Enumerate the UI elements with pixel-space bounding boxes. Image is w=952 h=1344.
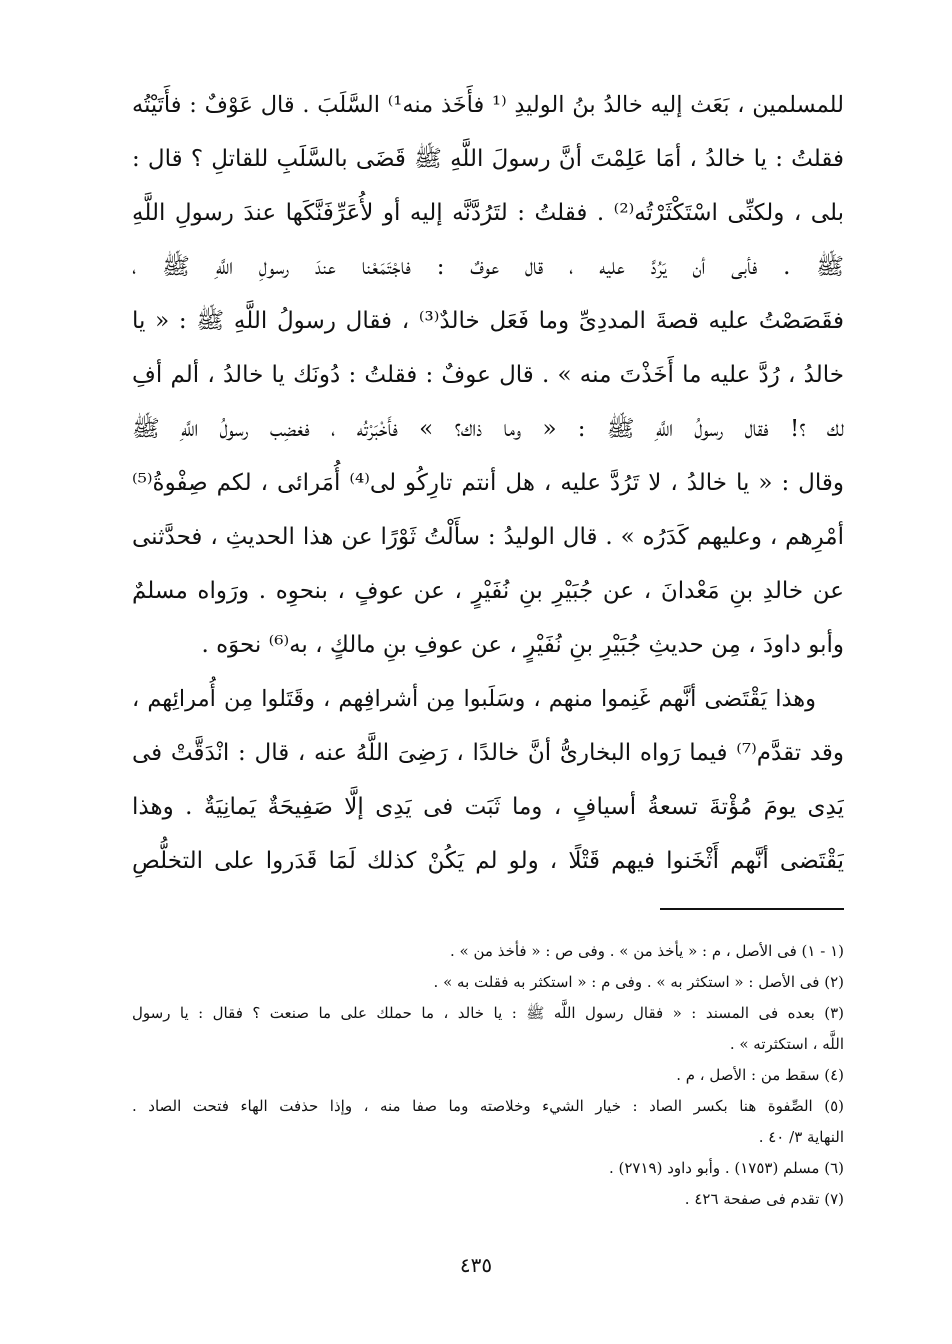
footnote: (٤) سقط من : الأصل ، م . (676, 1066, 844, 1084)
footnote: (١ - ١) فى الأصل ، م : « يأخذ من » . وفى ص : « فأخذ من » . (450, 942, 844, 960)
footnote: اللَّه ، استكثرته » . (729, 1035, 844, 1053)
text-line: فقلتُ : يا خالدُ ، أمَا عَلِمْتَ أنَّ رسولَ اللَّهِ ﷺ قَضَى بالسَّلَبِ للقاتلِ ؟ قال : (132, 146, 844, 172)
text-line: فقَصَصْتُ عليه قصةَ المددِىِّ وما فَعَل خالدٌ⁽³⁾ ، فقال رسولُ اللَّهِ ﷺ : « يا (132, 308, 844, 334)
text-line: وقد تقدَّم⁽⁷⁾ فيما رَواه البخارىُّ أنَّ خالدًا ، رَضِىَ اللَّهُ عنه ، قال : انْدَقَّتْ فى (132, 740, 844, 766)
footnote: (٢) فى الأصل : « استكثر به » . وفى م : « استكثر به فقلت به » . (433, 973, 844, 991)
text-line: خالدُ ، رُدَّ عليه ما أَخَذْتَ منه » . قال عوفٌ : فقلتُ : دُونَك يا خالدُ ، ألم أفِ (132, 362, 844, 388)
text-line: ﷺ . فأبى أن يَرُدَّ عليه ، قال عوفٌ : فاجْتَمَعْنا عندَ رسولِ اللَّهِ ﷺ ، (132, 254, 844, 280)
text-line: وهذا يَقْتَضى أنَّهم غَنِموا منهم ، وسَلَبوا مِن أشرافِهم ، وقَتَلوا مِن أُمرائِهم ، (132, 686, 816, 712)
main-text (132, 78, 844, 888)
text-line: يَدِى يومَ مُؤْتةَ تسعةُ أسيافٍ ، وما ثَبَت فى يَدِى إلَّا صَفِيحَةٌ يَمانِيَةٌ . وهذا (132, 794, 844, 820)
footnote: (٥) الصِّفوة هنا بكسر الصاد : خيار الشيء وخلاصته وما صفا منه ، وإذا حذفت الهاء فتحت الصاد . (132, 1097, 844, 1115)
footnote-divider (660, 908, 844, 910)
text-line: وأبو داودَ ، مِن حديثِ جُبَيْرِ بنِ نُفَيْرٍ ، عن عوفِ بنِ مالكٍ ، به⁽⁶⁾ نحوَه . (201, 632, 844, 658)
text-line: وقال : « يا خالدُ ، لا تَرُدَّ عليه ، هل أنتم تارِكُو لى⁽⁴⁾ أُمَرائى ، لكم صِفْوةُ⁽⁵⁾ (132, 470, 844, 496)
page-number: ٤٣٥ (459, 1253, 493, 1277)
footnotes (132, 936, 844, 1215)
footnote: (٦) مسلم (١٧٥٣) . وأبو داود (٢٧١٩) . (608, 1159, 844, 1177)
text-line: أمْرِهم ، وعليهم كَدَرُه » . قال الوليدُ : سأَلْتُ ثَوْرًا عن هذا الحديثِ ، فحدَّثنى (132, 524, 844, 550)
text-line: يَقْتَضى أنَّهم أَثْخَنوا فيهم قَتْلًا ، ولو لم يَكُنْ كذلك لَمَا قَدَروا على التخلُّصِ (132, 848, 844, 874)
footnote: (٣) بعده فى المسند : « فقال رسول اللَّه ﷺ : يا خالد ، ما حملك على ما صنعت ؟ فقال : يا رسول (132, 1004, 844, 1022)
text-line: بلى ، ولكنِّى اسْتَكْثَرْتُه⁽²⁾ . فقلتُ : لتَرُدَّنَّه إليه أو لأُعَرِّفَنَّكَها عندَ رسولِ اللَّهِ (132, 200, 844, 226)
text-line: عن خالدِ بنِ مَعْدانَ ، عن جُبَيْرِ بنِ نُفَيْرٍ ، عن عوفٍ ، بنحوِه . ورَواه مسلمٌ (132, 578, 844, 604)
footnote: (٧) تقدم فى صفحة ٤٢٦ . (684, 1190, 844, 1208)
footnote: النهاية ٣/ ٤٠ . (758, 1128, 844, 1146)
text-line: للمسلمين ، بَعَث إليه خالدُ بنُ الوليدِ ⁽¹ فأَخَذ منه¹⁾ السَّلَبَ . قال عَوْفٌ : فأَتَيْتُه (132, 92, 844, 118)
text-line: لك ؟! فقال رسولُ اللَّهِ ﷺ : « وما ذاك؟ » فأَخْبَرْتُه ، فغضِب رسولُ اللَّهِ ﷺ (132, 416, 844, 442)
